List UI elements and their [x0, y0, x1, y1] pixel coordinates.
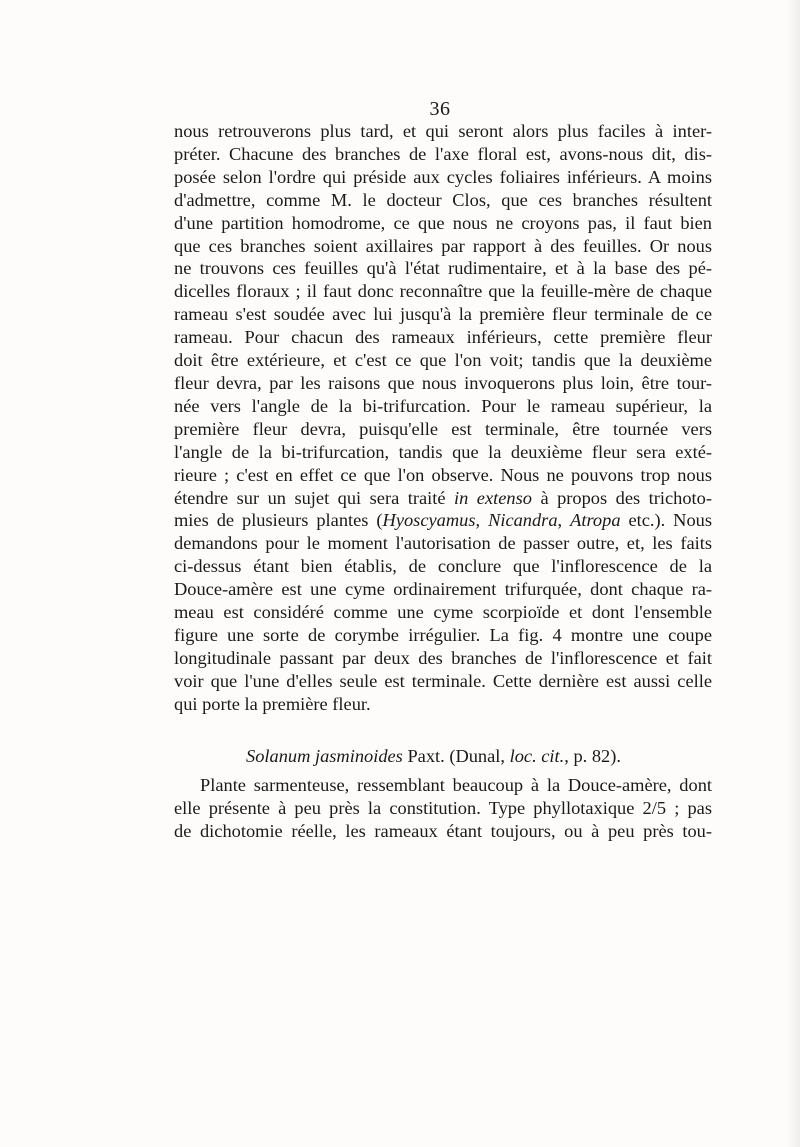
line-text: étendre sur un sujet qui sera traité — [174, 487, 455, 508]
italic-term: in extenso — [454, 487, 532, 508]
text-line: rameau. Pour chacun des rameaux inférieurs, cette première fleur — [174, 327, 712, 348]
text-line: Douce-amère est une cyme ordinairement trifurquée, dont chaque ra- — [174, 579, 712, 600]
heading-text: Paxt. (Dunal, — [402, 746, 510, 767]
text-line: doit être extérieure, et c'est ce que l'on voit; tandis que la deuxième — [174, 350, 712, 371]
text-line: figure une sorte de corymbe irrégulier. La fig. 4 montre une coupe — [174, 624, 712, 645]
text-line: rieure ; c'est en effet ce que l'on observe. Nous ne pouvons trop nous — [174, 464, 712, 485]
text-line: longitudinale passant par deux des branches de l'inflorescence et fait — [174, 647, 712, 668]
text-line: ne trouvons ces feuilles qu'à l'état rudimentaire, et à la base des pé- — [174, 258, 712, 279]
line-text: , — [475, 510, 489, 531]
text-line: l'angle de la bi-trifurcation, tandis que la deuxième fleur sera exté- — [174, 441, 712, 462]
page-number: 36 — [429, 98, 451, 120]
text-line: fleur devra, par les raisons que nous invoquerons plus loin, être tour- — [174, 372, 712, 393]
text-line: voir que l'une d'elles seule est terminale. Cette dernière est aussi celle — [174, 670, 712, 691]
text-line: rameau s'est soudée avec lui jusqu'à la première fleur terminale de ce — [174, 304, 712, 325]
paragraph-gap — [174, 716, 712, 739]
text-line: d'une partition homodrome, ce que nous ne croyons pas, il faut bien — [174, 212, 712, 233]
text-line: Plante sarmenteuse, ressemblant beaucoup à la Douce-amère, dont — [200, 775, 712, 796]
italic-genus: Hyoscyamus — [382, 510, 476, 531]
italic-genus: Nicandra — [488, 510, 558, 531]
text-line: qui porte la première fleur. — [174, 693, 371, 714]
italic-genus: Atropa — [570, 510, 621, 531]
species-name: Solanum jasminoides — [246, 746, 403, 767]
citation-italic: loc. cit. — [509, 746, 565, 767]
text-line: née vers l'angle de la bi-trifurcation. Pour le rameau supérieur, la — [174, 395, 712, 416]
text-line: elle présente à peu près la constitution. Type phyllotaxique 2/5 ; pas — [174, 798, 712, 819]
text-line: ci-dessus étant bien établis, de conclure que l'inflorescence de la — [174, 556, 712, 577]
text-line: nous retrouverons plus tard, et qui seront alors plus faciles à inter- — [174, 121, 712, 141]
species-heading — [174, 738, 712, 774]
text-line: posée selon l'ordre qui préside aux cycles foliaires inférieurs. A moins — [174, 166, 712, 187]
line-text: etc.). Nous — [620, 510, 712, 531]
body-text — [174, 120, 712, 843]
text-line: de dichotomie réelle, les rameaux étant toujours, ou à peu près tou- — [174, 821, 712, 842]
text-line: demandons pour le moment l'autorisation de passer outre, et, les faits — [174, 533, 712, 554]
text-line-with-italic — [174, 509, 712, 532]
page-edge-shadow — [786, 0, 800, 1147]
text-line: dicelles floraux ; il faut donc reconnaître que la feuille-mère de chaque — [174, 281, 712, 302]
text-line-with-italic — [174, 487, 712, 510]
text-line: que ces branches soient axillaires par rapport à des feuilles. Or nous — [174, 235, 712, 256]
text-line: première fleur devra, puisqu'elle est terminale, être tournée vers — [174, 418, 712, 439]
heading-text: , p. 82). — [564, 746, 621, 767]
line-text: , — [557, 510, 571, 531]
text-line: d'admettre, comme M. le docteur Clos, que ces branches résultent — [174, 189, 712, 210]
line-text: à propos des trichoto- — [531, 487, 712, 508]
line-text: mies de plusieurs plantes ( — [174, 510, 383, 531]
text-line: meau est considéré comme une cyme scorpioïde et dont l'ensemble — [174, 602, 712, 623]
text-line: préter. Chacune des branches de l'axe floral est, avons-nous dit, dis- — [174, 143, 712, 164]
